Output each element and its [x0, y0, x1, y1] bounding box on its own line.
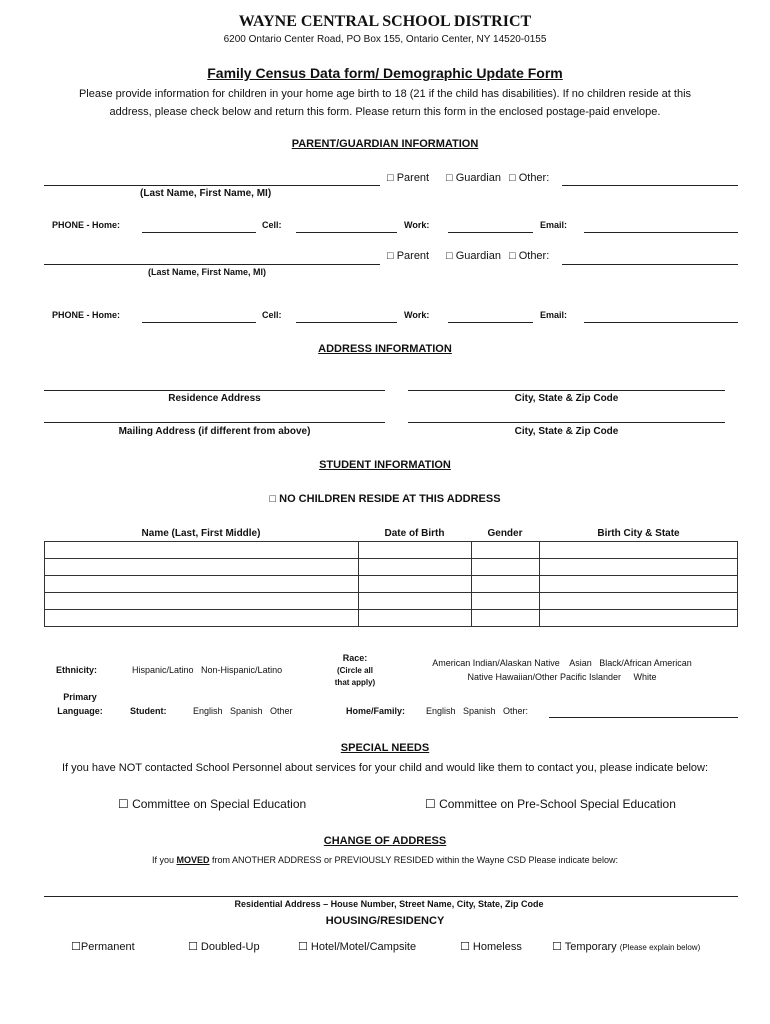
- student-heading: STUDENT INFORMATION: [319, 459, 451, 471]
- parent1-phone-home-field[interactable]: [142, 232, 256, 233]
- parent2-guardian-checkbox[interactable]: □ Guardian: [446, 250, 501, 262]
- temporary-checkbox[interactable]: [552, 940, 700, 953]
- district-address: 6200 Ontario Center Road, PO Box 155, Ontario Center, NY 14520-0155: [223, 34, 547, 45]
- address-heading: ADDRESS INFORMATION: [318, 343, 452, 355]
- change-address-heading: CHANGE OF ADDRESS: [323, 835, 447, 847]
- race-label: Race:: [342, 653, 368, 663]
- cse-checkbox[interactable]: ☐ Committee on Special Education: [118, 797, 307, 811]
- residence-address-field[interactable]: [44, 390, 385, 391]
- doubled-up-checkbox[interactable]: ☐ Doubled-Up: [188, 941, 260, 953]
- temporary-note: (Please explain below): [619, 943, 701, 952]
- moved-text: MOVED: [176, 855, 210, 865]
- ethnicity-label: Ethnicity:: [56, 665, 98, 675]
- mailing-address-field[interactable]: [44, 422, 385, 423]
- change-post-text: from ANOTHER ADDRESS or PREVIOUSLY RESIDED within the Wayne CSD Please indicate below:: [209, 855, 618, 865]
- intro-line-2: address, please check below and return this form. Please return this form in the enclosed postage-paid envelope.: [109, 106, 661, 118]
- table-cell[interactable]: [359, 593, 472, 610]
- no-children-checkbox[interactable]: □ NO CHILDREN RESIDE AT THIS ADDRESS: [269, 493, 501, 505]
- student-table: [44, 541, 738, 627]
- table-row: [45, 559, 738, 576]
- table-cell[interactable]: [472, 559, 540, 576]
- temporary-label: ☐ Temporary: [552, 941, 617, 953]
- hotel-motel-checkbox[interactable]: ☐ Hotel/Motel/Campsite: [298, 941, 417, 953]
- col-dob-header: Date of Birth: [384, 528, 445, 539]
- table-row: [45, 576, 738, 593]
- parent1-other-checkbox[interactable]: □ Other:: [509, 172, 550, 184]
- parent2-cell-label: Cell:: [262, 310, 282, 320]
- form-title: Family Census Data form/ Demographic Update Form: [207, 65, 563, 81]
- table-cell[interactable]: [540, 542, 738, 559]
- parent1-email-label: Email:: [540, 220, 568, 230]
- residential-address-caption: Residential Address – House Number, Street Name, City, State, Zip Code: [234, 899, 544, 909]
- parent1-parent-checkbox[interactable]: □ Parent: [387, 172, 430, 184]
- homeless-checkbox[interactable]: ☐ Homeless: [460, 941, 522, 953]
- home-language-label: Home/Family:: [346, 706, 406, 716]
- residence-address-caption: Residence Address: [168, 393, 261, 404]
- parent1-cell-label: Cell:: [262, 220, 282, 230]
- mailing-city-caption: City, State & Zip Code: [514, 426, 619, 437]
- residential-address-field[interactable]: [44, 896, 738, 897]
- table-cell[interactable]: [45, 542, 359, 559]
- ethnicity-options[interactable]: Hispanic/Latino Non-Hispanic/Latino: [132, 665, 283, 675]
- parent1-phone-home-label: PHONE - Home:: [52, 220, 121, 230]
- housing-heading: HOUSING/RESIDENCY: [325, 915, 445, 927]
- residence-city-field[interactable]: [408, 390, 725, 391]
- primary-language-label-1: Primary: [63, 692, 97, 702]
- race-options-2[interactable]: Native Hawaiian/Other Pacific Islander White: [467, 672, 657, 682]
- race-options-1[interactable]: American Indian/Alaskan Native Asian Black/African American: [432, 658, 692, 668]
- home-language-options[interactable]: English Spanish Other:: [426, 706, 529, 716]
- col-gender-header: Gender: [487, 528, 523, 539]
- table-cell[interactable]: [45, 593, 359, 610]
- mailing-city-field[interactable]: [408, 422, 725, 423]
- special-needs-heading: SPECIAL NEEDS: [340, 742, 430, 754]
- table-cell[interactable]: [45, 610, 359, 627]
- table-cell[interactable]: [472, 576, 540, 593]
- parent2-phone-home-field[interactable]: [142, 322, 256, 323]
- primary-language-label-2: Language:: [57, 706, 103, 716]
- parent2-parent-checkbox[interactable]: □ Parent: [387, 250, 430, 262]
- table-cell[interactable]: [540, 593, 738, 610]
- table-cell[interactable]: [472, 610, 540, 627]
- parent1-guardian-checkbox[interactable]: □ Guardian: [446, 172, 501, 184]
- parent1-cell-field[interactable]: [296, 232, 397, 233]
- mailing-address-caption: Mailing Address (if different from above): [118, 426, 311, 437]
- residence-city-caption: City, State & Zip Code: [514, 393, 619, 404]
- parent2-work-label: Work:: [404, 310, 430, 320]
- table-cell[interactable]: [472, 542, 540, 559]
- table-cell[interactable]: [359, 559, 472, 576]
- parent1-other-field[interactable]: [562, 185, 738, 186]
- race-note-1: (Circle all: [336, 666, 373, 675]
- table-row: [45, 542, 738, 559]
- parent2-work-field[interactable]: [448, 322, 533, 323]
- change-pre-text: If you: [151, 855, 177, 865]
- table-cell[interactable]: [45, 576, 359, 593]
- cpse-checkbox[interactable]: ☐ Committee on Pre-School Special Education: [425, 797, 676, 811]
- intro-line-1: Please provide information for children in your home age birth to 18 (21 if the child has disabilities). If no children reside at this: [78, 88, 692, 100]
- student-language-options[interactable]: English Spanish Other: [193, 706, 293, 716]
- race-note-2: that apply): [334, 678, 376, 687]
- student-language-label: Student:: [130, 706, 167, 716]
- parent1-name-caption: (Last Name, First Name, MI): [140, 188, 272, 199]
- change-address-instruction: [0, 855, 770, 865]
- parent2-cell-field[interactable]: [296, 322, 397, 323]
- parent2-name-field[interactable]: [44, 264, 380, 265]
- table-row: [45, 610, 738, 627]
- table-cell[interactable]: [45, 559, 359, 576]
- table-cell[interactable]: [359, 610, 472, 627]
- permanent-checkbox[interactable]: ☐Permanent: [71, 941, 135, 953]
- parent2-email-field[interactable]: [584, 322, 738, 323]
- table-row: [45, 593, 738, 610]
- table-cell[interactable]: [359, 542, 472, 559]
- table-cell[interactable]: [359, 576, 472, 593]
- parent2-other-checkbox[interactable]: □ Other:: [509, 250, 550, 262]
- parent2-phone-home-label: PHONE - Home:: [52, 310, 121, 320]
- table-cell[interactable]: [472, 593, 540, 610]
- special-needs-instruction: If you have NOT contacted School Personnel about services for your child and would like them to contact you, please indicate below:: [61, 762, 709, 774]
- parent1-email-field[interactable]: [584, 232, 738, 233]
- parent2-other-field[interactable]: [562, 264, 738, 265]
- parent1-work-label: Work:: [404, 220, 430, 230]
- parent1-work-field[interactable]: [448, 232, 533, 233]
- parent1-name-field[interactable]: [44, 185, 380, 186]
- col-birthplace-header: Birth City & State: [597, 528, 680, 539]
- table-cell[interactable]: [540, 576, 738, 593]
- parent2-email-label: Email:: [540, 310, 568, 320]
- table-cell[interactable]: [540, 610, 738, 627]
- parent2-name-caption: (Last Name, First Name, MI): [148, 267, 267, 277]
- home-language-other-field[interactable]: [549, 717, 738, 718]
- col-name-header: Name (Last, First Middle): [141, 528, 261, 539]
- district-name: WAYNE CENTRAL SCHOOL DISTRICT: [238, 13, 532, 30]
- parent-heading: PARENT/GUARDIAN INFORMATION: [291, 138, 479, 150]
- table-cell[interactable]: [540, 559, 738, 576]
